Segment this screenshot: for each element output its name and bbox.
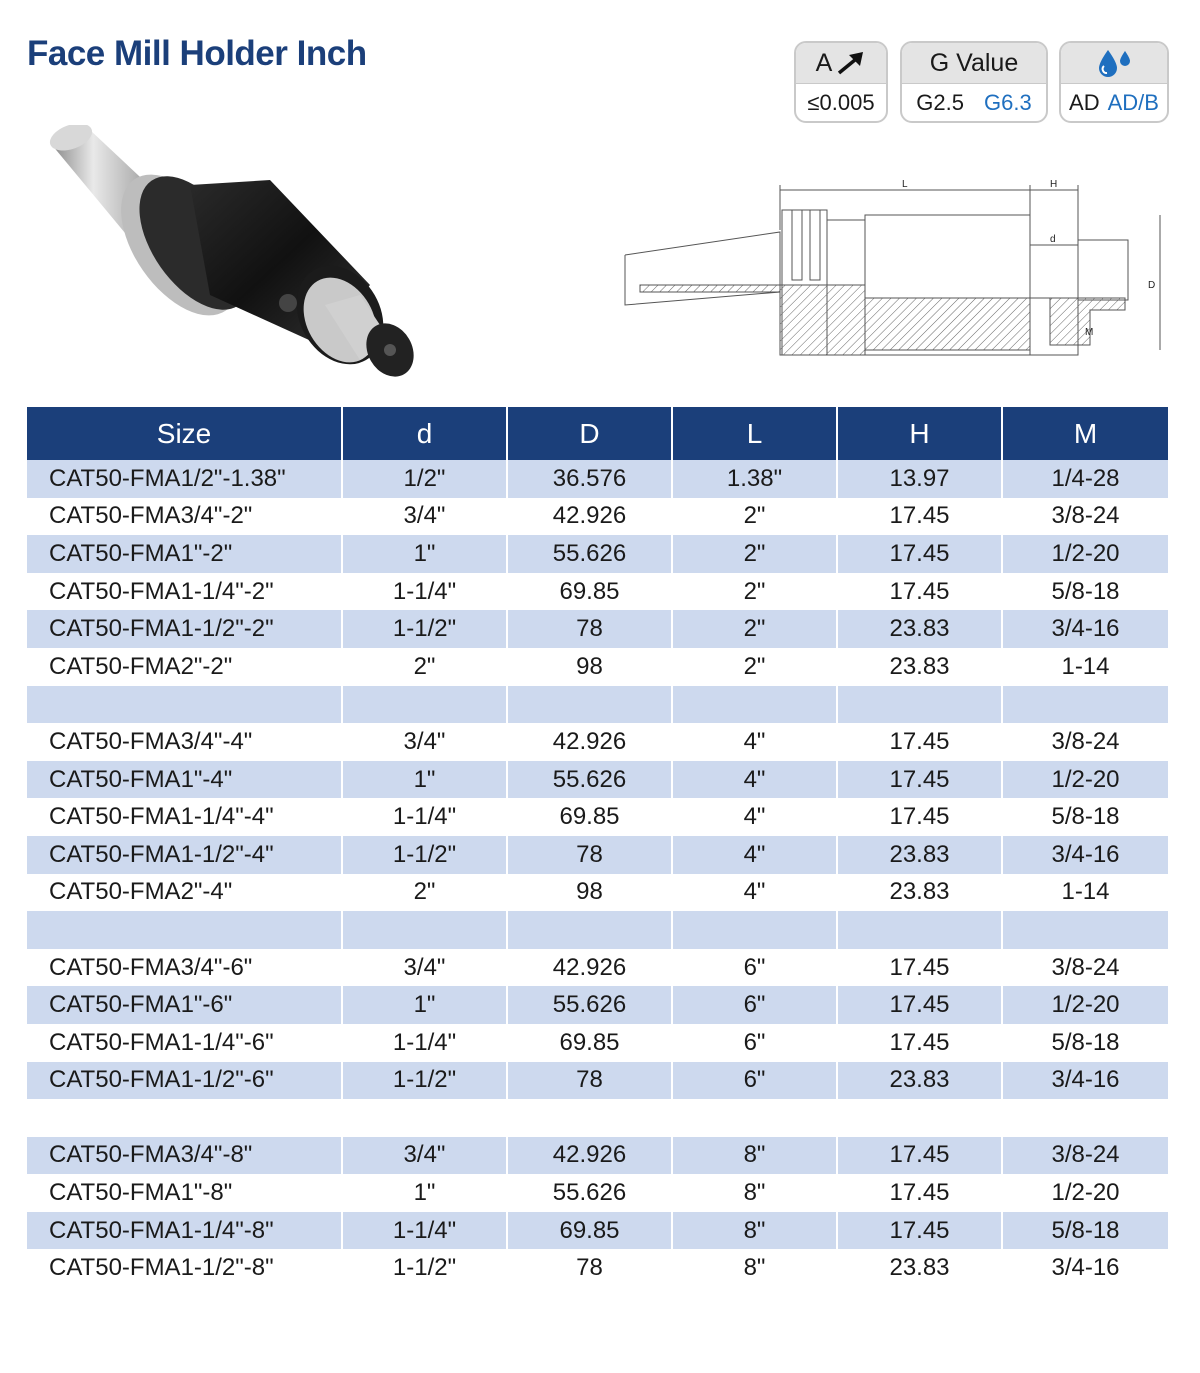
table-cell: 1-1/4" [342, 573, 507, 611]
table-cell: 78 [507, 610, 672, 648]
table-cell: 78 [507, 1062, 672, 1100]
table-cell: CAT50-FMA1-1/4"-4" [49, 803, 274, 831]
table-row [27, 1174, 1168, 1212]
table-cell: 6" [672, 949, 837, 987]
table-cell: 17.45 [837, 1024, 1002, 1062]
table-cell: CAT50-FMA1/2"-1.38" [27, 460, 342, 498]
table-cell [507, 686, 672, 724]
table-cell: 3/4-16 [1002, 1249, 1168, 1287]
table-cell: CAT50-FMA1-1/2"-2" [27, 610, 342, 648]
table-row [27, 723, 1168, 761]
table-row [27, 1062, 1168, 1100]
table-cell: 69.85 [507, 573, 672, 611]
table-cell: 1/2" [342, 460, 507, 498]
table-cell: CAT50-FMA1-1/4"-8" [27, 1212, 342, 1250]
table-row [27, 798, 1168, 836]
table-cell: 23.83 [837, 874, 1002, 912]
table-cell: 4" [672, 798, 837, 836]
table-cell: 5/8-18 [1002, 798, 1168, 836]
table-cell: CAT50-FMA3/4"-2" [49, 502, 253, 530]
table-cell: 3/4" [342, 723, 507, 761]
dim-label-H: H [1050, 179, 1058, 190]
table-cell: 17.45 [837, 761, 1002, 799]
table-cell: 5/8-18 [1002, 1212, 1168, 1250]
table-cell [837, 911, 1002, 949]
table-cell: 6" [672, 1062, 837, 1100]
spacer-row [27, 911, 1168, 949]
col-header-L: L [672, 407, 837, 460]
table-cell: 1/2-20 [1002, 535, 1168, 573]
table-cell [27, 686, 342, 724]
table-cell [837, 686, 1002, 724]
technical-drawing [620, 170, 1165, 365]
coolant-badge [1059, 41, 1169, 123]
table-cell: 1/2-20 [1002, 761, 1168, 799]
table-cell: CAT50-FMA3/4"-6" [49, 953, 253, 981]
table-row [27, 535, 1168, 573]
dim-label-M: M [1085, 327, 1094, 338]
table-cell: 1/4-28 [1002, 460, 1168, 498]
table-cell: 78 [507, 836, 672, 874]
table-cell [672, 1099, 837, 1137]
table-row [27, 761, 1168, 799]
spacer-row [27, 1099, 1168, 1137]
table-cell: 17.45 [837, 1212, 1002, 1250]
coolant-value-2: AD/B [1107, 90, 1159, 115]
table-cell [27, 1099, 342, 1137]
table-cell: 2" [672, 648, 837, 686]
table-cell [507, 1099, 672, 1137]
col-header-H: H [837, 407, 1002, 460]
table-cell: 17.45 [837, 986, 1002, 1024]
spec-table [27, 407, 1168, 1287]
table-cell: CAT50-FMA1"-2" [27, 535, 342, 573]
table-header-row [27, 407, 1168, 460]
runout-value: ≤0.005 [807, 90, 875, 115]
table-cell [1002, 1099, 1168, 1137]
table-cell: 1-14 [1002, 874, 1168, 912]
table-cell: 55.626 [507, 761, 672, 799]
table-cell: 2" [672, 573, 837, 611]
page-title: Face Mill Holder Inch [27, 34, 367, 73]
table-cell: 6" [672, 1024, 837, 1062]
table-cell: 55.626 [507, 1174, 672, 1212]
table-cell: 78 [507, 1249, 672, 1287]
table-row [27, 949, 1168, 987]
table-cell: 17.45 [837, 949, 1002, 987]
col-header-D: D [507, 407, 672, 460]
balance-label: G Value [929, 48, 1019, 77]
table-cell: 3/8-24 [1002, 498, 1168, 536]
runout-arrow-icon [836, 50, 866, 76]
table-row [27, 460, 1168, 498]
runout-label: A [815, 48, 833, 77]
table-cell: CAT50-FMA1"-6" [27, 986, 342, 1024]
table-row [27, 874, 1168, 912]
table-cell: 23.83 [837, 648, 1002, 686]
table-row [27, 986, 1168, 1024]
table-cell: CAT50-FMA1"-4" [27, 761, 342, 799]
table-cell [342, 911, 507, 949]
col-header-d: d [342, 407, 507, 460]
dim-label-D: D [1148, 280, 1156, 291]
table-cell: 17.45 [837, 723, 1002, 761]
table-cell: CAT50-FMA2"-4" [49, 878, 233, 906]
table-row [27, 573, 1168, 611]
table-cell: 42.926 [507, 723, 672, 761]
dim-label-L: L [902, 179, 908, 190]
table-cell: 98 [507, 874, 672, 912]
table-cell: 1-1/2" [342, 610, 507, 648]
table-cell: 98 [507, 648, 672, 686]
table-cell: 1/2-20 [1002, 1174, 1168, 1212]
table-cell: 23.83 [837, 1062, 1002, 1100]
table-cell: 17.45 [837, 573, 1002, 611]
table-cell: CAT50-FMA1-1/4"-2" [49, 577, 274, 605]
table-cell: 8" [672, 1249, 837, 1287]
table-cell: 42.926 [507, 949, 672, 987]
table-cell: 3/4" [342, 1137, 507, 1175]
table-cell: 69.85 [507, 798, 672, 836]
balance-badge [900, 41, 1048, 123]
table-cell: 1.38" [672, 460, 837, 498]
table-cell: 3/4-16 [1002, 610, 1168, 648]
table-cell: 2" [342, 874, 507, 912]
table-cell: 1" [342, 986, 507, 1024]
table-cell: 3/4" [342, 498, 507, 536]
table-cell: CAT50-FMA1-1/2"-8" [49, 1254, 274, 1282]
table-cell [342, 1099, 507, 1137]
table-cell: 17.45 [837, 798, 1002, 836]
runout-badge [794, 41, 888, 123]
table-cell: CAT50-FMA3/4"-8" [27, 1137, 342, 1175]
table-body [27, 460, 1168, 1287]
table-cell [1002, 911, 1168, 949]
col-header-size: Size [27, 407, 342, 460]
table-cell [342, 686, 507, 724]
table-cell [507, 911, 672, 949]
table-cell: 8" [672, 1212, 837, 1250]
table-cell: 1-1/4" [342, 1024, 507, 1062]
table-cell: CAT50-FMA1-1/2"-6" [27, 1062, 342, 1100]
coolant-value-1: AD [1069, 90, 1100, 115]
table-cell: 1/2-20 [1002, 986, 1168, 1024]
table-cell: 1-1/2" [342, 836, 507, 874]
table-row [27, 498, 1168, 536]
table-cell: 17.45 [837, 498, 1002, 536]
table-cell: 1-1/2" [342, 1062, 507, 1100]
table-cell [1002, 686, 1168, 724]
table-cell: 3/4-16 [1002, 836, 1168, 874]
table-row [27, 1137, 1168, 1175]
table-cell: 13.97 [837, 460, 1002, 498]
table-cell: 55.626 [507, 986, 672, 1024]
balance-value-1: G2.5 [916, 90, 964, 115]
table-row [27, 1212, 1168, 1250]
dim-label-d: d [1050, 234, 1056, 245]
table-cell: 2" [672, 610, 837, 648]
table-cell: 1-1/4" [342, 1212, 507, 1250]
table-cell: 5/8-18 [1002, 573, 1168, 611]
table-cell [672, 911, 837, 949]
table-cell: 36.576 [507, 460, 672, 498]
table-cell [27, 911, 342, 949]
table-cell: 42.926 [507, 498, 672, 536]
table-cell: 69.85 [507, 1212, 672, 1250]
table-cell: 23.83 [837, 1249, 1002, 1287]
table-cell: CAT50-FMA3/4"-4" [49, 727, 253, 755]
table-row [27, 1024, 1168, 1062]
balance-value-2: G6.3 [984, 90, 1032, 115]
table-row [27, 648, 1168, 686]
table-cell: 1" [342, 761, 507, 799]
table-row [27, 836, 1168, 874]
spacer-row [27, 686, 1168, 724]
table-cell: 3/4-16 [1002, 1062, 1168, 1100]
table-row [27, 610, 1168, 648]
table-cell: 3/8-24 [1002, 1137, 1168, 1175]
table-cell: CAT50-FMA2"-2" [49, 652, 233, 680]
table-cell: 3/4" [342, 949, 507, 987]
table-cell: 8" [672, 1137, 837, 1175]
table-cell: 3/8-24 [1002, 949, 1168, 987]
table-cell: 1-1/2" [342, 1249, 507, 1287]
table-cell: 4" [672, 836, 837, 874]
table-cell: 6" [672, 986, 837, 1024]
table-cell: 17.45 [837, 1137, 1002, 1175]
table-cell: 4" [672, 761, 837, 799]
table-cell: 4" [672, 874, 837, 912]
table-cell: 42.926 [507, 1137, 672, 1175]
table-cell: 69.85 [507, 1024, 672, 1062]
table-cell: 1" [342, 535, 507, 573]
table-cell: 17.45 [837, 1174, 1002, 1212]
table-cell: 8" [672, 1174, 837, 1212]
col-header-M: M [1002, 407, 1168, 460]
table-cell: 17.45 [837, 535, 1002, 573]
table-cell: 55.626 [507, 535, 672, 573]
table-cell: 4" [672, 723, 837, 761]
table-cell: 1-14 [1002, 648, 1168, 686]
table-cell [837, 1099, 1002, 1137]
table-cell: 1" [342, 1174, 507, 1212]
table-cell: 1-1/4" [342, 798, 507, 836]
table-row [27, 1249, 1168, 1287]
table-cell: CAT50-FMA1"-8" [49, 1179, 233, 1207]
table-cell: CAT50-FMA1-1/2"-4" [27, 836, 342, 874]
table-cell: 5/8-18 [1002, 1024, 1168, 1062]
table-cell: 3/8-24 [1002, 723, 1168, 761]
table-cell: 2" [672, 498, 837, 536]
table-cell: 2" [672, 535, 837, 573]
table-cell: 23.83 [837, 610, 1002, 648]
product-photo [40, 125, 420, 395]
table-cell: 2" [342, 648, 507, 686]
table-cell: 23.83 [837, 836, 1002, 874]
coolant-drops-icon [1094, 47, 1134, 79]
table-cell [672, 686, 837, 724]
table-cell: CAT50-FMA1-1/4"-6" [49, 1028, 274, 1056]
